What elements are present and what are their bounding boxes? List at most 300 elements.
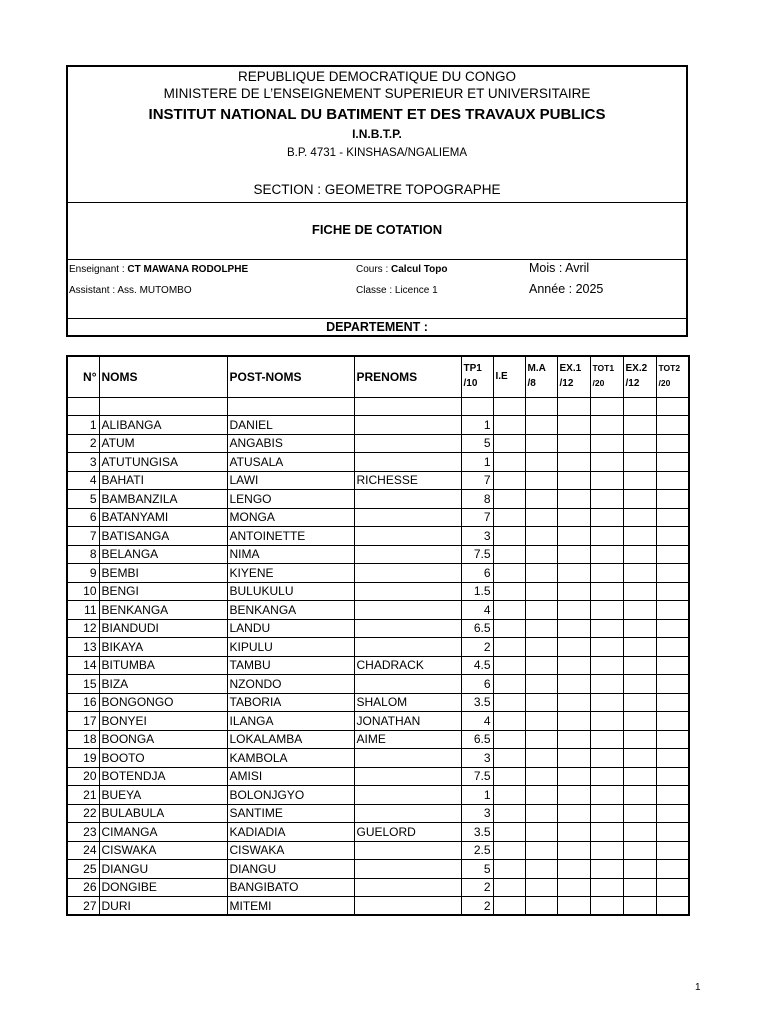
- cell-ie: [493, 878, 525, 897]
- cell-no: 5: [67, 490, 99, 509]
- cell-prenom: [354, 416, 461, 435]
- cell-ex2: [623, 730, 656, 749]
- cell-nom: BATISANGA: [99, 527, 227, 546]
- cell-postnom: CISWAKA: [227, 841, 354, 860]
- cell-ex2: [623, 712, 656, 731]
- table-row: [67, 823, 689, 842]
- cell-tot2: [656, 638, 689, 657]
- cell-nom: BOOTO: [99, 749, 227, 768]
- cell-ie: [493, 638, 525, 657]
- cell-ie: [493, 582, 525, 601]
- cell-nom: BELANGA: [99, 545, 227, 564]
- header-tot2: TOT2 /20: [656, 356, 689, 397]
- cell-ex2: [623, 804, 656, 823]
- cell-tot1: [590, 786, 623, 805]
- cell-postnom: BENKANGA: [227, 601, 354, 620]
- section-title: SECTION : GEOMETRE TOPOGRAPHE: [253, 182, 501, 197]
- cell-ex2: [623, 619, 656, 638]
- cell-ex2: [623, 675, 656, 694]
- cell-tp1: 2: [461, 638, 493, 657]
- cell-postnom: ANTOINETTE: [227, 527, 354, 546]
- cell-tot2: [656, 564, 689, 583]
- cell-prenom: [354, 545, 461, 564]
- cell-prenom: [354, 564, 461, 583]
- cell-no: 6: [67, 508, 99, 527]
- cell-tot2: [656, 471, 689, 490]
- cell-ex2: [623, 453, 656, 472]
- header-postnoms: POST-NOMS: [227, 356, 354, 397]
- cell-tot2: [656, 490, 689, 509]
- cell-ex2: [623, 582, 656, 601]
- cell-ex1: [557, 545, 590, 564]
- cell-ie: [493, 545, 525, 564]
- cell-no: 1: [67, 416, 99, 435]
- cell-postnom: ILANGA: [227, 712, 354, 731]
- cell-tot1: [590, 823, 623, 842]
- cell-ie: [493, 897, 525, 916]
- month-info: Mois : Avril: [529, 261, 590, 275]
- cell-prenom: SHALOM: [354, 693, 461, 712]
- cell-ma: [525, 471, 557, 490]
- cell-no: 22: [67, 804, 99, 823]
- cell-no: 15: [67, 675, 99, 694]
- cell-nom: BIANDUDI: [99, 619, 227, 638]
- cell-ma: [525, 582, 557, 601]
- cell-prenom: [354, 841, 461, 860]
- cell-tp1: 4: [461, 601, 493, 620]
- cell-nom: BENKANGA: [99, 601, 227, 620]
- cell-ma: [525, 823, 557, 842]
- year-info: Année : 2025: [529, 282, 604, 296]
- cell-ie: [493, 712, 525, 731]
- cell-ie: [493, 601, 525, 620]
- cell-ex2: [623, 490, 656, 509]
- cell-ie: [493, 693, 525, 712]
- cell-prenom: [354, 804, 461, 823]
- table-row: [67, 434, 689, 453]
- cell-tot1: [590, 619, 623, 638]
- table-row: [67, 638, 689, 657]
- cell-ex1: [557, 730, 590, 749]
- cell-tot1: [590, 693, 623, 712]
- cell-ex2: [623, 416, 656, 435]
- cell-prenom: [354, 582, 461, 601]
- cell-ie: [493, 749, 525, 768]
- cell-ex2: [623, 434, 656, 453]
- cell-tot2: [656, 897, 689, 916]
- cell-tot2: [656, 434, 689, 453]
- cell-ma: [525, 564, 557, 583]
- cell-ex2: [623, 786, 656, 805]
- cell-no: 9: [67, 564, 99, 583]
- cell-ex1: [557, 582, 590, 601]
- cell-nom: CIMANGA: [99, 823, 227, 842]
- cell-ma: [525, 508, 557, 527]
- cell-ma: [525, 601, 557, 620]
- cell-no: 20: [67, 767, 99, 786]
- cell-ma: [525, 545, 557, 564]
- page-number: 1: [695, 982, 701, 993]
- cell-ie: [493, 767, 525, 786]
- cell-ma: [525, 767, 557, 786]
- cell-tp1: 6: [461, 675, 493, 694]
- cell-ie: [493, 508, 525, 527]
- form-title: FICHE DE COTATION: [311, 222, 443, 237]
- cell-nom: CISWAKA: [99, 841, 227, 860]
- cell-tot2: [656, 786, 689, 805]
- table-spacer-row: [67, 397, 689, 416]
- cell-ex1: [557, 564, 590, 583]
- cell-prenom: RICHESSE: [354, 471, 461, 490]
- cell-postnom: TAMBU: [227, 656, 354, 675]
- cell-ie: [493, 823, 525, 842]
- cell-tot2: [656, 730, 689, 749]
- cell-tot1: [590, 749, 623, 768]
- cell-tp1: 2: [461, 878, 493, 897]
- cell-tot1: [590, 878, 623, 897]
- cell-tp1: 6.5: [461, 730, 493, 749]
- cell-ex2: [623, 564, 656, 583]
- table-row: [67, 619, 689, 638]
- cell-postnom: TABORIA: [227, 693, 354, 712]
- cell-ie: [493, 453, 525, 472]
- cell-ma: [525, 527, 557, 546]
- cell-nom: ALIBANGA: [99, 416, 227, 435]
- cell-ma: [525, 434, 557, 453]
- cell-ma: [525, 490, 557, 509]
- cell-tp1: 4.5: [461, 656, 493, 675]
- cell-postnom: BOLONJGYO: [227, 786, 354, 805]
- cell-tot2: [656, 749, 689, 768]
- cell-ie: [493, 675, 525, 694]
- cell-prenom: [354, 767, 461, 786]
- cell-no: 16: [67, 693, 99, 712]
- cell-nom: BIZA: [99, 675, 227, 694]
- cell-tot1: [590, 897, 623, 916]
- cell-tot2: [656, 656, 689, 675]
- cell-tp1: 7: [461, 471, 493, 490]
- cell-nom: ATUTUNGISA: [99, 453, 227, 472]
- cell-prenom: [354, 860, 461, 879]
- republic-title: REPUBLIQUE DEMOCRATIQUE DU CONGO: [237, 69, 517, 84]
- table-header-row: [67, 356, 689, 397]
- cell-ma: [525, 897, 557, 916]
- table-row: [67, 564, 689, 583]
- cell-ex1: [557, 749, 590, 768]
- cell-tp1: 1: [461, 453, 493, 472]
- cell-tot1: [590, 508, 623, 527]
- table-row: [67, 767, 689, 786]
- cell-tot2: [656, 804, 689, 823]
- cell-postnom: ATUSALA: [227, 453, 354, 472]
- table-body: [67, 397, 689, 915]
- cell-ie: [493, 841, 525, 860]
- table-row: [67, 545, 689, 564]
- cell-ma: [525, 712, 557, 731]
- cell-ex2: [623, 860, 656, 879]
- cell-ex2: [623, 693, 656, 712]
- cell-tot2: [656, 878, 689, 897]
- cell-postnom: DIANGU: [227, 860, 354, 879]
- header-no: N°: [67, 356, 99, 397]
- header-ex2: EX.2 /12: [623, 356, 656, 397]
- cell-ma: [525, 675, 557, 694]
- cell-ex2: [623, 767, 656, 786]
- cell-tp1: 1.5: [461, 582, 493, 601]
- cell-tot2: [656, 841, 689, 860]
- cell-prenom: AIME: [354, 730, 461, 749]
- cell-ie: [493, 860, 525, 879]
- cell-ex1: [557, 878, 590, 897]
- cell-prenom: [354, 508, 461, 527]
- cell-tot2: [656, 860, 689, 879]
- cell-tot1: [590, 582, 623, 601]
- course-label: Cours :: [356, 264, 392, 275]
- cell-tot1: [590, 804, 623, 823]
- cell-ex1: [557, 527, 590, 546]
- cell-tot1: [590, 453, 623, 472]
- cell-tp1: 3: [461, 749, 493, 768]
- cell-tot2: [656, 527, 689, 546]
- cell-no: 7: [67, 527, 99, 546]
- cell-tot2: [656, 823, 689, 842]
- cell-ma: [525, 638, 557, 657]
- cell-no: 21: [67, 786, 99, 805]
- table-row: [67, 860, 689, 879]
- cell-ie: [493, 804, 525, 823]
- cell-no: 4: [67, 471, 99, 490]
- cell-postnom: BANGIBATO: [227, 878, 354, 897]
- cell-ex2: [623, 841, 656, 860]
- cell-ma: [525, 730, 557, 749]
- cell-ma: [525, 749, 557, 768]
- course-name: Calcul Topo: [391, 264, 448, 275]
- cell-postnom: ANGABIS: [227, 434, 354, 453]
- cell-ex1: [557, 416, 590, 435]
- table-row: [67, 749, 689, 768]
- cell-ex2: [623, 897, 656, 916]
- cell-ma: [525, 619, 557, 638]
- cell-ma: [525, 453, 557, 472]
- cell-tp1: 6.5: [461, 619, 493, 638]
- cell-tot2: [656, 545, 689, 564]
- cell-tot1: [590, 564, 623, 583]
- cell-nom: DONGIBE: [99, 878, 227, 897]
- cell-ex1: [557, 712, 590, 731]
- cell-ie: [493, 527, 525, 546]
- cell-tot1: [590, 471, 623, 490]
- cell-nom: BATANYAMI: [99, 508, 227, 527]
- cell-tp1: 7: [461, 508, 493, 527]
- cell-ex1: [557, 786, 590, 805]
- cell-tot2: [656, 693, 689, 712]
- cell-no: 12: [67, 619, 99, 638]
- cell-nom: BEMBI: [99, 564, 227, 583]
- table-row: [67, 841, 689, 860]
- cell-tot1: [590, 527, 623, 546]
- cell-tp1: 3.5: [461, 823, 493, 842]
- cell-tp1: 5: [461, 860, 493, 879]
- cell-ex2: [623, 545, 656, 564]
- cell-ma: [525, 841, 557, 860]
- cell-ex2: [623, 638, 656, 657]
- cell-ex1: [557, 693, 590, 712]
- cell-postnom: NZONDO: [227, 675, 354, 694]
- table-row: [67, 675, 689, 694]
- cell-postnom: SANTIME: [227, 804, 354, 823]
- cell-tot1: [590, 767, 623, 786]
- cell-prenom: [354, 453, 461, 472]
- cell-ex2: [623, 656, 656, 675]
- cell-prenom: CHADRACK: [354, 656, 461, 675]
- cell-tot2: [656, 582, 689, 601]
- cell-ex1: [557, 490, 590, 509]
- cell-postnom: KADIADIA: [227, 823, 354, 842]
- cell-postnom: LAWI: [227, 471, 354, 490]
- cell-ex2: [623, 823, 656, 842]
- cell-ie: [493, 471, 525, 490]
- cell-tot1: [590, 434, 623, 453]
- table-row: [67, 527, 689, 546]
- cell-no: 17: [67, 712, 99, 731]
- divider: [68, 259, 686, 260]
- cell-ex1: [557, 656, 590, 675]
- cell-ex2: [623, 749, 656, 768]
- table-row: [67, 490, 689, 509]
- cell-tot1: [590, 656, 623, 675]
- ministry-title: MINISTERE DE L’ENSEIGNEMENT SUPERIEUR ET UNIVERSITAIRE: [163, 86, 591, 101]
- cell-nom: BITUMBA: [99, 656, 227, 675]
- cell-nom: BOTENDJA: [99, 767, 227, 786]
- course-info: [356, 264, 448, 275]
- cell-prenom: [354, 527, 461, 546]
- cell-tp1: 8: [461, 490, 493, 509]
- cell-ma: [525, 693, 557, 712]
- cell-ex2: [623, 508, 656, 527]
- cell-ex2: [623, 471, 656, 490]
- grades-table-container: [66, 355, 688, 916]
- cell-prenom: [354, 619, 461, 638]
- cell-tp1: 1: [461, 416, 493, 435]
- cell-ie: [493, 656, 525, 675]
- table-row: [67, 656, 689, 675]
- cell-ie: [493, 730, 525, 749]
- cell-ex1: [557, 841, 590, 860]
- cell-tot1: [590, 545, 623, 564]
- cell-nom: BAMBANZILA: [99, 490, 227, 509]
- table-row: [67, 712, 689, 731]
- cell-tp1: 3: [461, 804, 493, 823]
- cell-tot2: [656, 508, 689, 527]
- table-row: [67, 601, 689, 620]
- cell-prenom: [354, 786, 461, 805]
- cell-tot2: [656, 601, 689, 620]
- cell-ex2: [623, 601, 656, 620]
- cell-tot1: [590, 712, 623, 731]
- cell-ex1: [557, 675, 590, 694]
- cell-tot1: [590, 675, 623, 694]
- cell-postnom: LENGO: [227, 490, 354, 509]
- cell-tp1: 2: [461, 897, 493, 916]
- cell-ex1: [557, 823, 590, 842]
- cell-no: 14: [67, 656, 99, 675]
- cell-tp1: 2.5: [461, 841, 493, 860]
- cell-no: 18: [67, 730, 99, 749]
- cell-ie: [493, 786, 525, 805]
- cell-no: 13: [67, 638, 99, 657]
- cell-ma: [525, 860, 557, 879]
- cell-tot1: [590, 490, 623, 509]
- institute-title: INSTITUT NATIONAL DU BATIMENT ET DES TRAVAUX PUBLICS: [148, 106, 606, 123]
- cell-ex1: [557, 453, 590, 472]
- cell-postnom: AMISI: [227, 767, 354, 786]
- cell-ie: [493, 416, 525, 435]
- cell-nom: BAHATI: [99, 471, 227, 490]
- cell-ex1: [557, 638, 590, 657]
- cell-nom: DIANGU: [99, 860, 227, 879]
- cell-no: 11: [67, 601, 99, 620]
- cell-no: 3: [67, 453, 99, 472]
- cell-nom: BOONGA: [99, 730, 227, 749]
- cell-ma: [525, 878, 557, 897]
- cell-tp1: 3: [461, 527, 493, 546]
- cell-postnom: DANIEL: [227, 416, 354, 435]
- cell-tp1: 1: [461, 786, 493, 805]
- cell-postnom: KIYENE: [227, 564, 354, 583]
- cell-prenom: [354, 638, 461, 657]
- cell-ie: [493, 490, 525, 509]
- cell-tot2: [656, 453, 689, 472]
- cell-postnom: LANDU: [227, 619, 354, 638]
- table-row: [67, 453, 689, 472]
- cell-tot1: [590, 601, 623, 620]
- header-tot1: TOT1 /20: [590, 356, 623, 397]
- cell-tot1: [590, 638, 623, 657]
- cell-no: 8: [67, 545, 99, 564]
- cell-ie: [493, 564, 525, 583]
- cell-ma: [525, 786, 557, 805]
- cell-tp1: 5: [461, 434, 493, 453]
- cell-tot1: [590, 730, 623, 749]
- cell-ma: [525, 804, 557, 823]
- cell-postnom: BULUKULU: [227, 582, 354, 601]
- cell-ie: [493, 619, 525, 638]
- divider: [68, 202, 686, 203]
- cell-prenom: [354, 749, 461, 768]
- cell-no: 2: [67, 434, 99, 453]
- cell-postnom: KAMBOLA: [227, 749, 354, 768]
- cell-tot1: [590, 416, 623, 435]
- cell-nom: BULABULA: [99, 804, 227, 823]
- header-ex1: EX.1 /12: [557, 356, 590, 397]
- table-row: [67, 471, 689, 490]
- cell-nom: DURI: [99, 897, 227, 916]
- cell-postnom: MITEMI: [227, 897, 354, 916]
- cell-tot2: [656, 767, 689, 786]
- teacher-name: CT MAWANA RODOLPHE: [127, 264, 249, 275]
- cell-prenom: [354, 878, 461, 897]
- cell-prenom: [354, 601, 461, 620]
- cell-no: 19: [67, 749, 99, 768]
- cell-ma: [525, 416, 557, 435]
- cell-no: 27: [67, 897, 99, 916]
- cell-prenom: GUELORD: [354, 823, 461, 842]
- table-row: [67, 878, 689, 897]
- cell-ex1: [557, 804, 590, 823]
- cell-prenom: [354, 490, 461, 509]
- header-noms: NOMS: [99, 356, 227, 397]
- cell-ex1: [557, 619, 590, 638]
